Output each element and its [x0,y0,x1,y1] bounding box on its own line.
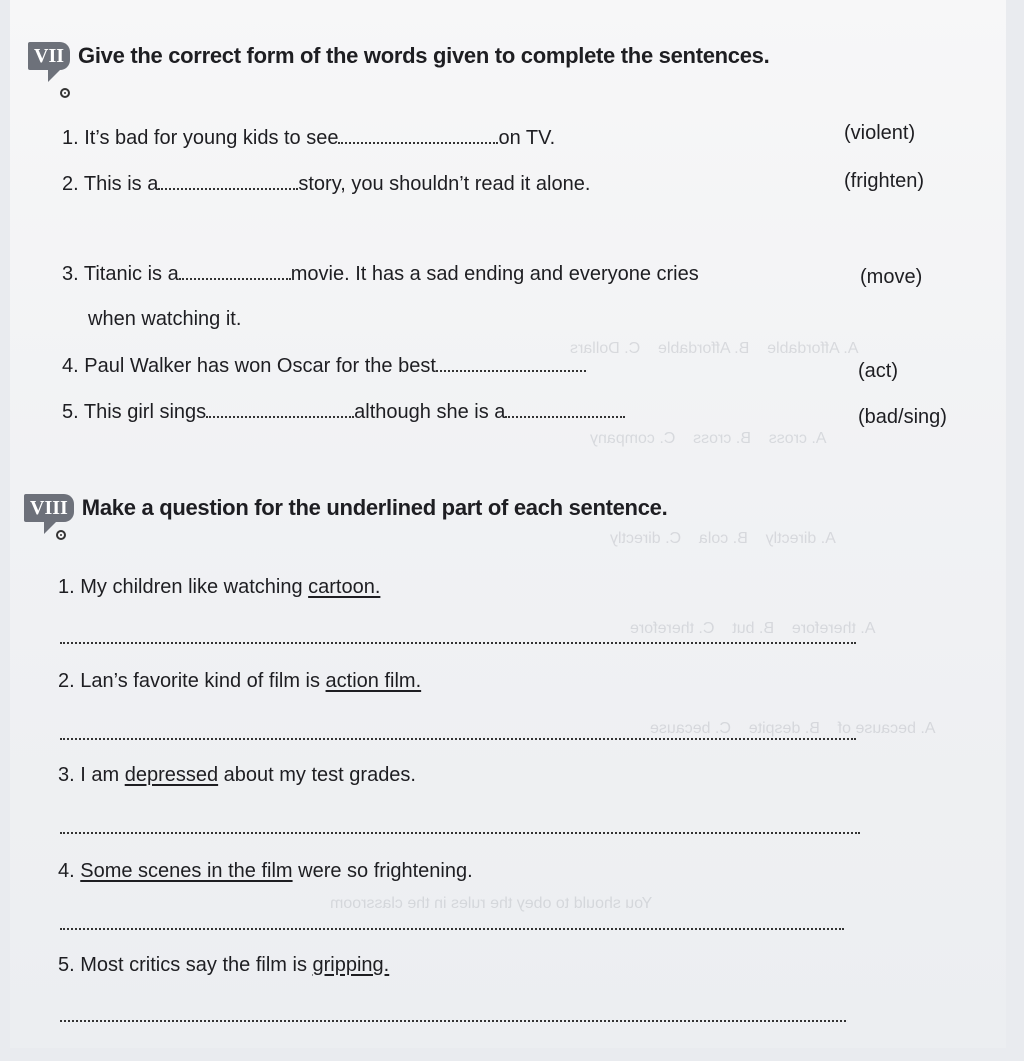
section-8-header [24,494,667,522]
word-hint: (act) [858,360,898,382]
s8-item-3 [58,764,416,787]
s7-item-1 [62,126,555,150]
sentence-text: Titanic is a [83,263,179,285]
word-hint: (frighten) [844,170,925,192]
s7-item-4 [62,354,586,378]
item-number: 5. [62,401,79,423]
item-number: 4. [58,860,75,882]
answer-line[interactable] [60,928,844,930]
section-8-title: Make a question for the underlined part of each sentence. [81,495,668,520]
underlined-part: depressed [124,764,219,786]
underlined-part: cartoon. [308,576,381,598]
item-number: 3. [62,263,79,285]
item-number: 4. [62,355,79,377]
show-through-text: A. cross B. cross C. company [590,430,827,447]
sentence-text: This girl sings [83,401,207,423]
blank-line[interactable] [505,400,625,418]
s8-item-4 [58,860,473,883]
worksheet-page [10,0,1006,1048]
section-7-title: Give the correct form of the words given to complete the sentences. [78,43,770,68]
underlined-part: action film. [325,670,422,692]
s7-item-2 [62,172,590,196]
item-number: 1. [62,127,79,149]
show-through-text: You should to obey the rules in the classroom [330,895,653,912]
word-hint: (move) [860,266,923,288]
answer-line[interactable] [60,1020,846,1022]
s8-item-1 [58,576,380,599]
blank-line[interactable] [158,172,298,190]
sentence-text: on TV. [498,127,556,149]
sentence-text: Paul Walker has won Oscar for the best [84,355,436,377]
answer-line[interactable] [60,832,860,834]
sentence-text: It’s bad for young kids to see [84,127,339,149]
sentence-text: I am [80,764,125,786]
s7-item-3-continuation: when watching it. [88,308,242,330]
section-8-badge: VIII [24,494,74,522]
sentence-text: were so frightening. [292,860,473,882]
sentence-text: My children like watching [80,576,309,598]
sentence-text: movie. It has a sad ending and everyone cries [290,263,699,285]
word-hint: (bad/sing) [858,406,947,428]
bullet-icon [60,88,70,98]
item-number: 3. [58,764,75,786]
s7-item-5 [62,400,625,424]
answer-line[interactable] [60,642,856,644]
blank-line[interactable] [179,262,291,280]
blank-line[interactable] [436,354,586,372]
sentence-text: although she is a [354,401,506,423]
blank-line[interactable] [206,400,354,418]
show-through-text: A. therefore B. but C. therefore [630,620,876,637]
section-7-header [28,42,769,70]
item-number: 1. [58,576,75,598]
show-through-text: A. because of B. despite C. because [650,720,936,737]
sentence-text: story, you shouldn’t read it alone. [298,173,591,195]
section-7-badge: VII [28,42,70,70]
underlined-part: gripping. [312,954,390,976]
bullet-icon [56,530,66,540]
sentence-text: about my test grades. [218,764,416,786]
s8-item-2 [58,670,421,693]
show-through-text: A. Affordable B. Affordable C. Dollars [570,340,859,357]
blank-line[interactable] [338,126,498,144]
answer-line[interactable] [60,738,856,740]
sentence-text: Lan’s favorite kind of film is [80,670,326,692]
item-number: 5. [58,954,75,976]
s8-item-5 [58,954,389,977]
word-hint: (violent) [844,122,916,144]
s7-item-3 [62,262,699,286]
sentence-text: This is a [83,173,159,195]
item-number: 2. [62,173,79,195]
item-number: 2. [58,670,75,692]
underlined-part: Some scenes in the film [80,860,293,882]
sentence-text: Most critics say the film is [80,954,313,976]
show-through-text: A. directly B. cola C. directly [610,530,836,547]
